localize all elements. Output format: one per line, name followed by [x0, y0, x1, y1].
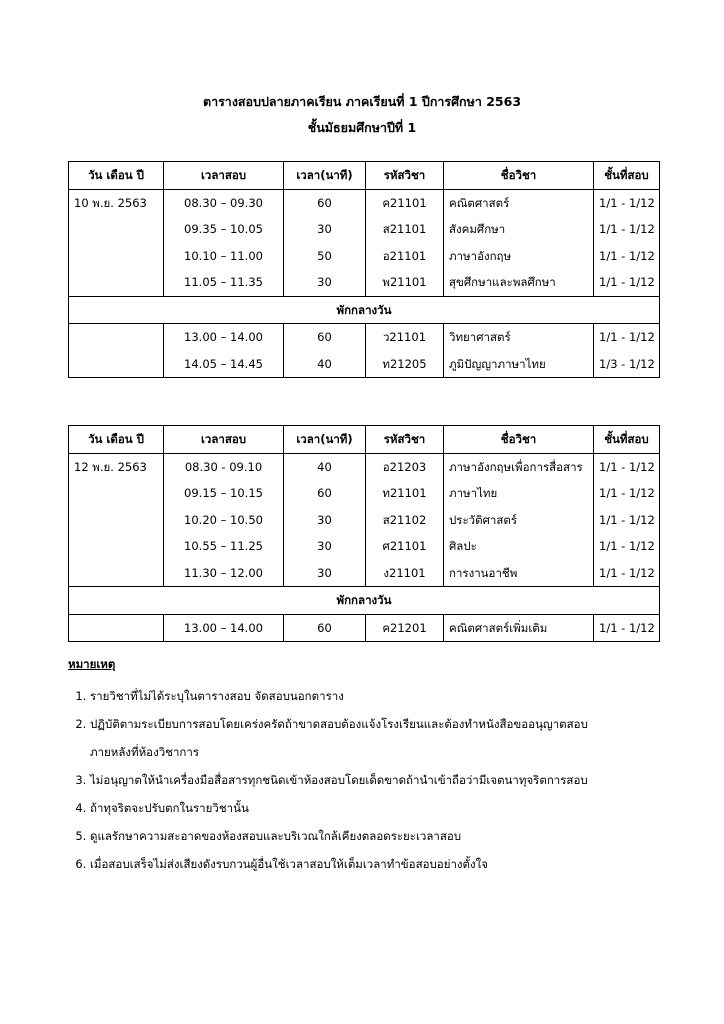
exam-room: 1/1 - 1/12	[594, 189, 660, 216]
note-item	[90, 850, 678, 878]
header-date: วัน เดือน ปี	[69, 426, 164, 454]
exam-date-empty	[69, 480, 164, 507]
exam-minutes: 60	[284, 480, 366, 507]
lunch-break-label: พักกลางวัน	[69, 296, 660, 324]
note-text-continued: ภายหลังที่ห้องวิชาการ	[90, 745, 200, 759]
exam-room: 1/1 - 1/12	[594, 507, 660, 534]
note-item	[90, 794, 678, 822]
exam-room: 1/1 - 1/12	[594, 216, 660, 243]
table-row	[69, 560, 660, 587]
exam-minutes: 50	[284, 243, 366, 270]
table-row	[69, 189, 660, 216]
exam-date-empty	[69, 269, 164, 296]
header-minutes: เวลา(นาที)	[284, 426, 366, 454]
page-subtitle: ชั้นมัธยมศึกษาปีที่ 1	[307, 120, 417, 135]
table-row	[69, 243, 660, 270]
exam-minutes: 60	[284, 189, 366, 216]
exam-minutes: 40	[284, 351, 366, 378]
table-row	[69, 453, 660, 480]
exam-time: 10.20 – 10.50	[164, 507, 284, 534]
subject-code: ง21101	[366, 560, 444, 587]
exam-room: 1/3 - 1/12	[594, 351, 660, 378]
lunch-break-row	[69, 587, 660, 615]
subject-code: ส21102	[366, 507, 444, 534]
exam-table-day2	[68, 425, 660, 642]
exam-time: 10.10 – 11.00	[164, 243, 284, 270]
exam-date-empty	[69, 324, 164, 351]
exam-date-empty	[69, 560, 164, 587]
exam-date-empty	[69, 351, 164, 378]
table-row	[69, 533, 660, 560]
note-text: เมื่อสอบเสร็จไม่ส่งเสียงดังรบกวนผู้อื่นใช้เวลาสอบให้เต็มเวลาทำข้อสอบอย่างตั้งใจ	[90, 857, 488, 871]
header-date: วัน เดือน ปี	[69, 162, 164, 190]
note-text: ถ้าทุจริตจะปรับตกในรายวิชานั้น	[90, 801, 249, 815]
subject-code: อ21203	[366, 453, 444, 480]
exam-time: 14.05 – 14.45	[164, 351, 284, 378]
note-item	[90, 682, 678, 710]
note-item	[90, 710, 678, 766]
subject-code: ศ21101	[366, 533, 444, 560]
exam-room: 1/1 - 1/12	[594, 324, 660, 351]
subject-name: การงานอาชีพ	[444, 560, 594, 587]
exam-time: 08.30 – 09.30	[164, 189, 284, 216]
exam-time: 09.35 – 10.05	[164, 216, 284, 243]
exam-minutes: 40	[284, 453, 366, 480]
exam-room: 1/1 - 1/12	[594, 614, 660, 642]
note-item	[90, 766, 678, 794]
subject-code: ค21101	[366, 189, 444, 216]
subject-name: วิทยาศาสตร์	[444, 324, 594, 351]
exam-date-empty	[69, 243, 164, 270]
table-header-row	[69, 426, 660, 454]
exam-room: 1/1 - 1/12	[594, 480, 660, 507]
exam-date-empty	[69, 216, 164, 243]
header-subject: ชื่อวิชา	[444, 426, 594, 454]
subject-name: สังคมศึกษา	[444, 216, 594, 243]
header-code: รหัสวิชา	[366, 162, 444, 190]
subject-name: ภาษาอังกฤษเพื่อการสื่อสาร	[444, 453, 594, 480]
exam-minutes: 60	[284, 614, 366, 642]
exam-room: 1/1 - 1/12	[594, 243, 660, 270]
notes-list	[68, 682, 678, 878]
subject-name: คณิตศาสตร์เพิ่มเติม	[444, 614, 594, 642]
subject-code: พ21101	[366, 269, 444, 296]
header-subject: ชื่อวิชา	[444, 162, 594, 190]
table-row	[69, 324, 660, 351]
header-time: เวลาสอบ	[164, 426, 284, 454]
exam-time: 10.55 – 11.25	[164, 533, 284, 560]
exam-minutes: 30	[284, 507, 366, 534]
note-item	[90, 822, 678, 850]
table-row	[69, 614, 660, 642]
exam-room: 1/1 - 1/12	[594, 453, 660, 480]
exam-table-day1	[68, 161, 660, 378]
exam-time: 13.00 – 14.00	[164, 324, 284, 351]
subject-code: ค21201	[366, 614, 444, 642]
notes-heading: หมายเหตุ	[68, 657, 116, 671]
exam-date-empty	[69, 507, 164, 534]
header-room: ชั้นที่สอบ	[594, 162, 660, 190]
exam-minutes: 30	[284, 560, 366, 587]
subject-name: สุขศึกษาและพลศึกษา	[444, 269, 594, 296]
table-row	[69, 480, 660, 507]
subject-name: ภูมิปัญญาภาษาไทย	[444, 351, 594, 378]
exam-room: 1/1 - 1/12	[594, 533, 660, 560]
subject-name: ภาษาอังกฤษ	[444, 243, 594, 270]
lunch-break-row	[69, 296, 660, 324]
exam-minutes: 30	[284, 269, 366, 296]
subject-name: ประวัติศาสตร์	[444, 507, 594, 534]
header-time: เวลาสอบ	[164, 162, 284, 190]
subject-code: อ21101	[366, 243, 444, 270]
exam-room: 1/1 - 1/12	[594, 560, 660, 587]
subject-name: ศิลปะ	[444, 533, 594, 560]
exam-room: 1/1 - 1/12	[594, 269, 660, 296]
exam-time: 08.30 - 09.10	[164, 453, 284, 480]
subject-code: ท21101	[366, 480, 444, 507]
table-row	[69, 216, 660, 243]
lunch-break-label: พักกลางวัน	[69, 587, 660, 615]
subject-name: ภาษาไทย	[444, 480, 594, 507]
header-room: ชั้นที่สอบ	[594, 426, 660, 454]
page-title: ตารางสอบปลายภาคเรียน ภาคเรียนที่ 1 ปีการศึกษา 2563	[202, 94, 522, 109]
header-code: รหัสวิชา	[366, 426, 444, 454]
table-row	[69, 351, 660, 378]
exam-minutes: 30	[284, 533, 366, 560]
exam-time: 11.30 – 12.00	[164, 560, 284, 587]
note-text: ดูแลรักษาความสะอาดของห้องสอบและบริเวณใกล้เคียงตลอดระยะเวลาสอบ	[90, 829, 462, 843]
table-row	[69, 269, 660, 296]
note-text: ปฏิบัติตามระเบียบการสอบโดยเคร่งครัดถ้าขาดสอบต้องแจ้งโรงเรียนและต้องทำหนังสือขออนุญาตสอบ	[90, 717, 588, 731]
exam-time: 13.00 – 14.00	[164, 614, 284, 642]
table-header-row	[69, 162, 660, 190]
note-text: ไม่อนุญาตให้นำเครื่องมือสื่อสารทุกชนิดเข้าห้องสอบโดยเด็ดขาดถ้านำเข้าถือว่ามีเจตนาทุจริตการสอบ	[90, 773, 588, 787]
exam-minutes: 30	[284, 216, 366, 243]
exam-date-empty	[69, 614, 164, 642]
exam-time: 11.05 – 11.35	[164, 269, 284, 296]
exam-date: 12 พ.ย. 2563	[69, 453, 164, 480]
subject-name: คณิตศาสตร์	[444, 189, 594, 216]
subject-code: ว21101	[366, 324, 444, 351]
table-row	[69, 507, 660, 534]
exam-date-empty	[69, 533, 164, 560]
exam-time: 09.15 – 10.15	[164, 480, 284, 507]
header-minutes: เวลา(นาที)	[284, 162, 366, 190]
exam-minutes: 60	[284, 324, 366, 351]
subject-code: ส21101	[366, 216, 444, 243]
notes-section	[68, 656, 678, 878]
exam-date: 10 พ.ย. 2563	[69, 189, 164, 216]
subject-code: ท21205	[366, 351, 444, 378]
note-text: รายวิชาที่ไม่ได้ระบุในตารางสอบ จัดสอบนอกตาราง	[90, 689, 344, 703]
